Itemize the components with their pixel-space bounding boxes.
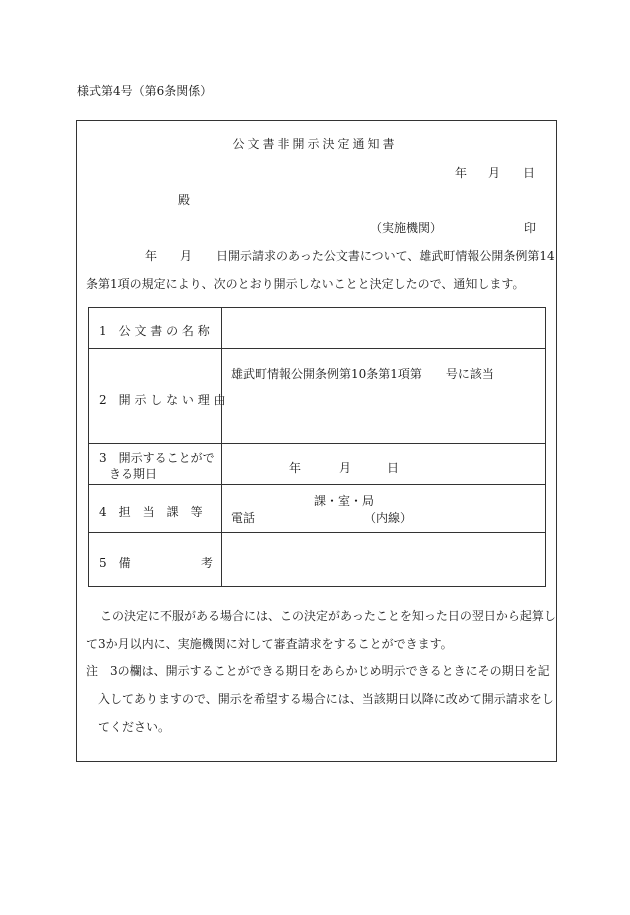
request-rest: 日開示請求のあった公文書について、雄武町情報公開条例第14 [216,249,555,263]
body-text-line2: 条第1項の規定により、次のとおり開示しないことと決定したので、通知します。 [86,277,525,291]
phone-label: 電話 [231,511,256,525]
appeal-notice-line2: て3か月以内に、実施機関に対して審査請求をすることができます。 [86,637,453,651]
issue-date-year: 年 [455,166,468,180]
request-month: 月 [180,249,193,263]
table-row-department [89,485,545,533]
issue-date-month: 月 [488,166,501,180]
note-line2: 入してありますので、開示を希望する場合には、当該期日以降に改めて開示請求をし [98,692,554,706]
table-row-reason [89,349,545,444]
disclosure-date-day: 日 [387,461,400,475]
department-value: 課・室・局 [314,494,375,508]
appeal-notice-line1: この決定に不服がある場合には、この決定があったことを知った日の翌日から起算し [100,609,556,623]
addressee-suffix: 殿 [178,193,191,207]
disclosure-date-label-line2: きる期日 [109,467,158,481]
body-text-line1 [145,249,555,264]
request-year: 年 [145,249,158,263]
note-line3: てください。 [98,720,171,734]
document-title: 公文書非開示決定通知書 [232,137,398,151]
table-row-disclosure-date [89,444,545,485]
issue-date-day: 日 [523,166,536,180]
department-label: 4 担 当 課 等 [99,505,203,519]
remarks-label-number: 5 備 [99,556,131,570]
table-row-remarks [89,533,545,586]
table-row-document-name [89,308,545,349]
disclosure-date-month: 月 [339,461,352,475]
disclosure-date-year: 年 [289,461,302,475]
disclosure-date-label-line1: 3 開示することがで [99,451,215,465]
reason-label: 2 開 示 し な い 理 由 [99,393,226,407]
document-name-label: 1 公 文 書 の 名 称 [99,324,210,338]
remarks-label-end: 考 [201,556,214,570]
decision-table [88,307,546,587]
seal-mark: 印 [524,221,537,235]
reason-value: 雄武町情報公開条例第10条第1項第 号に該当 [231,367,494,381]
issue-date [455,167,545,181]
form-number-label: 様式第4号（第6条関係） [77,84,213,98]
extension-label: （内線） [364,511,413,525]
implementing-agency-label: （実施機関） [370,221,443,235]
note-line1: 注 3の欄は、開示することができる期日をあらかじめ明示できるときにその期日を記 [86,664,550,678]
